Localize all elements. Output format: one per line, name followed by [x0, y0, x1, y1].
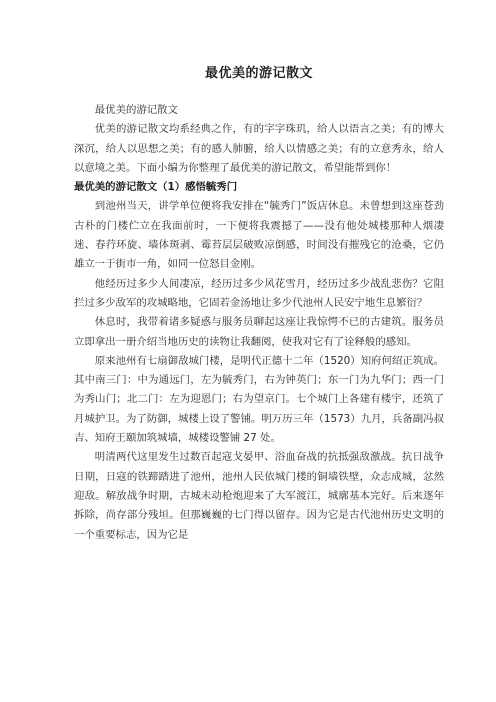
body-paragraph-4: 原来池州有七扇御敌城门楼，是明代正德十二年（1520）知府何绍正筑成。其中南三门：中为通远门，左为毓秀门，右为钟英门；东一门为九华门；西一门为秀山门；北二门：左为迎恩门；右为望京门。七个城门上各建有楼宇，还筑了月城护卫。为了防御，城楼上设了警铺。明万历三年（1573）九月，兵备副冯叔吉、知府王颐加筑城墙，城楼设警铺 27 处。 — [74, 354, 444, 445]
section-heading: 最优美的游记散文（1）感悟毓秀门 — [74, 181, 238, 194]
body-paragraph-5: 明清两代这里发生过数百起寇戈晏甲、浴血奋战的抗抵强敌激战。抗日战争日期，日寇的铁蹄踏进了池州，池州人民依城门楼的铜墙铁壁，众志成城，忿然迎敌。解放战争时期，古城未动枪炮迎来了大军渡江，城廓基本完好。后来逐年拆除，尚存部分残垣。但那巍巍的七门得以留存。因为它是古代池州历史文明的一个重要标志，因为它是 — [74, 451, 444, 541]
body-paragraph-2: 他经历过多少人间凄凉，经历过多少风花雪月，经历过多少战乱悲伤？它阻拦过多少敌军的攻城略地，它固若金汤地让多少代池州人民安宁地生息繁衍？ — [74, 277, 444, 309]
document-title: 最优美的游记散文 — [204, 66, 313, 81]
body-paragraph-1: 到池州当天，讲学单位便将我安排在“毓秀门”饭店休息。未曾想到这座苍劲古朴的门楼伫立在我面前时，一下便将我震撼了——没有他处城楼那种人烟凄迷、春荇环旋、墙体斑剥、霉苔层层破败凉倒感，时间没有摧残它的沧桑，它仍雄立一于街市一角，如同一位怒目金刚。 — [74, 200, 444, 271]
body-paragraph-3: 休息时，我带着诸多疑惑与服务员聊起这座让我惊愕不已的古建筑。服务员立即拿出一册介绍当地历史的读物让我翻阅，使我对它有了诠释般的感知。 — [74, 316, 444, 348]
intro-label: 最优美的游记散文 — [94, 104, 178, 116]
intro-paragraph: 优美的游记散文均系经典之作，有的字字珠玑，给人以语言之美；有的博大深沉，给人以思想之美；有的感人肺腑，给人以情感之美；有的立意秀永，给人以意境之美。下面小编为你整理了最优美的游记散文，希望能帮到你！ — [74, 123, 444, 174]
